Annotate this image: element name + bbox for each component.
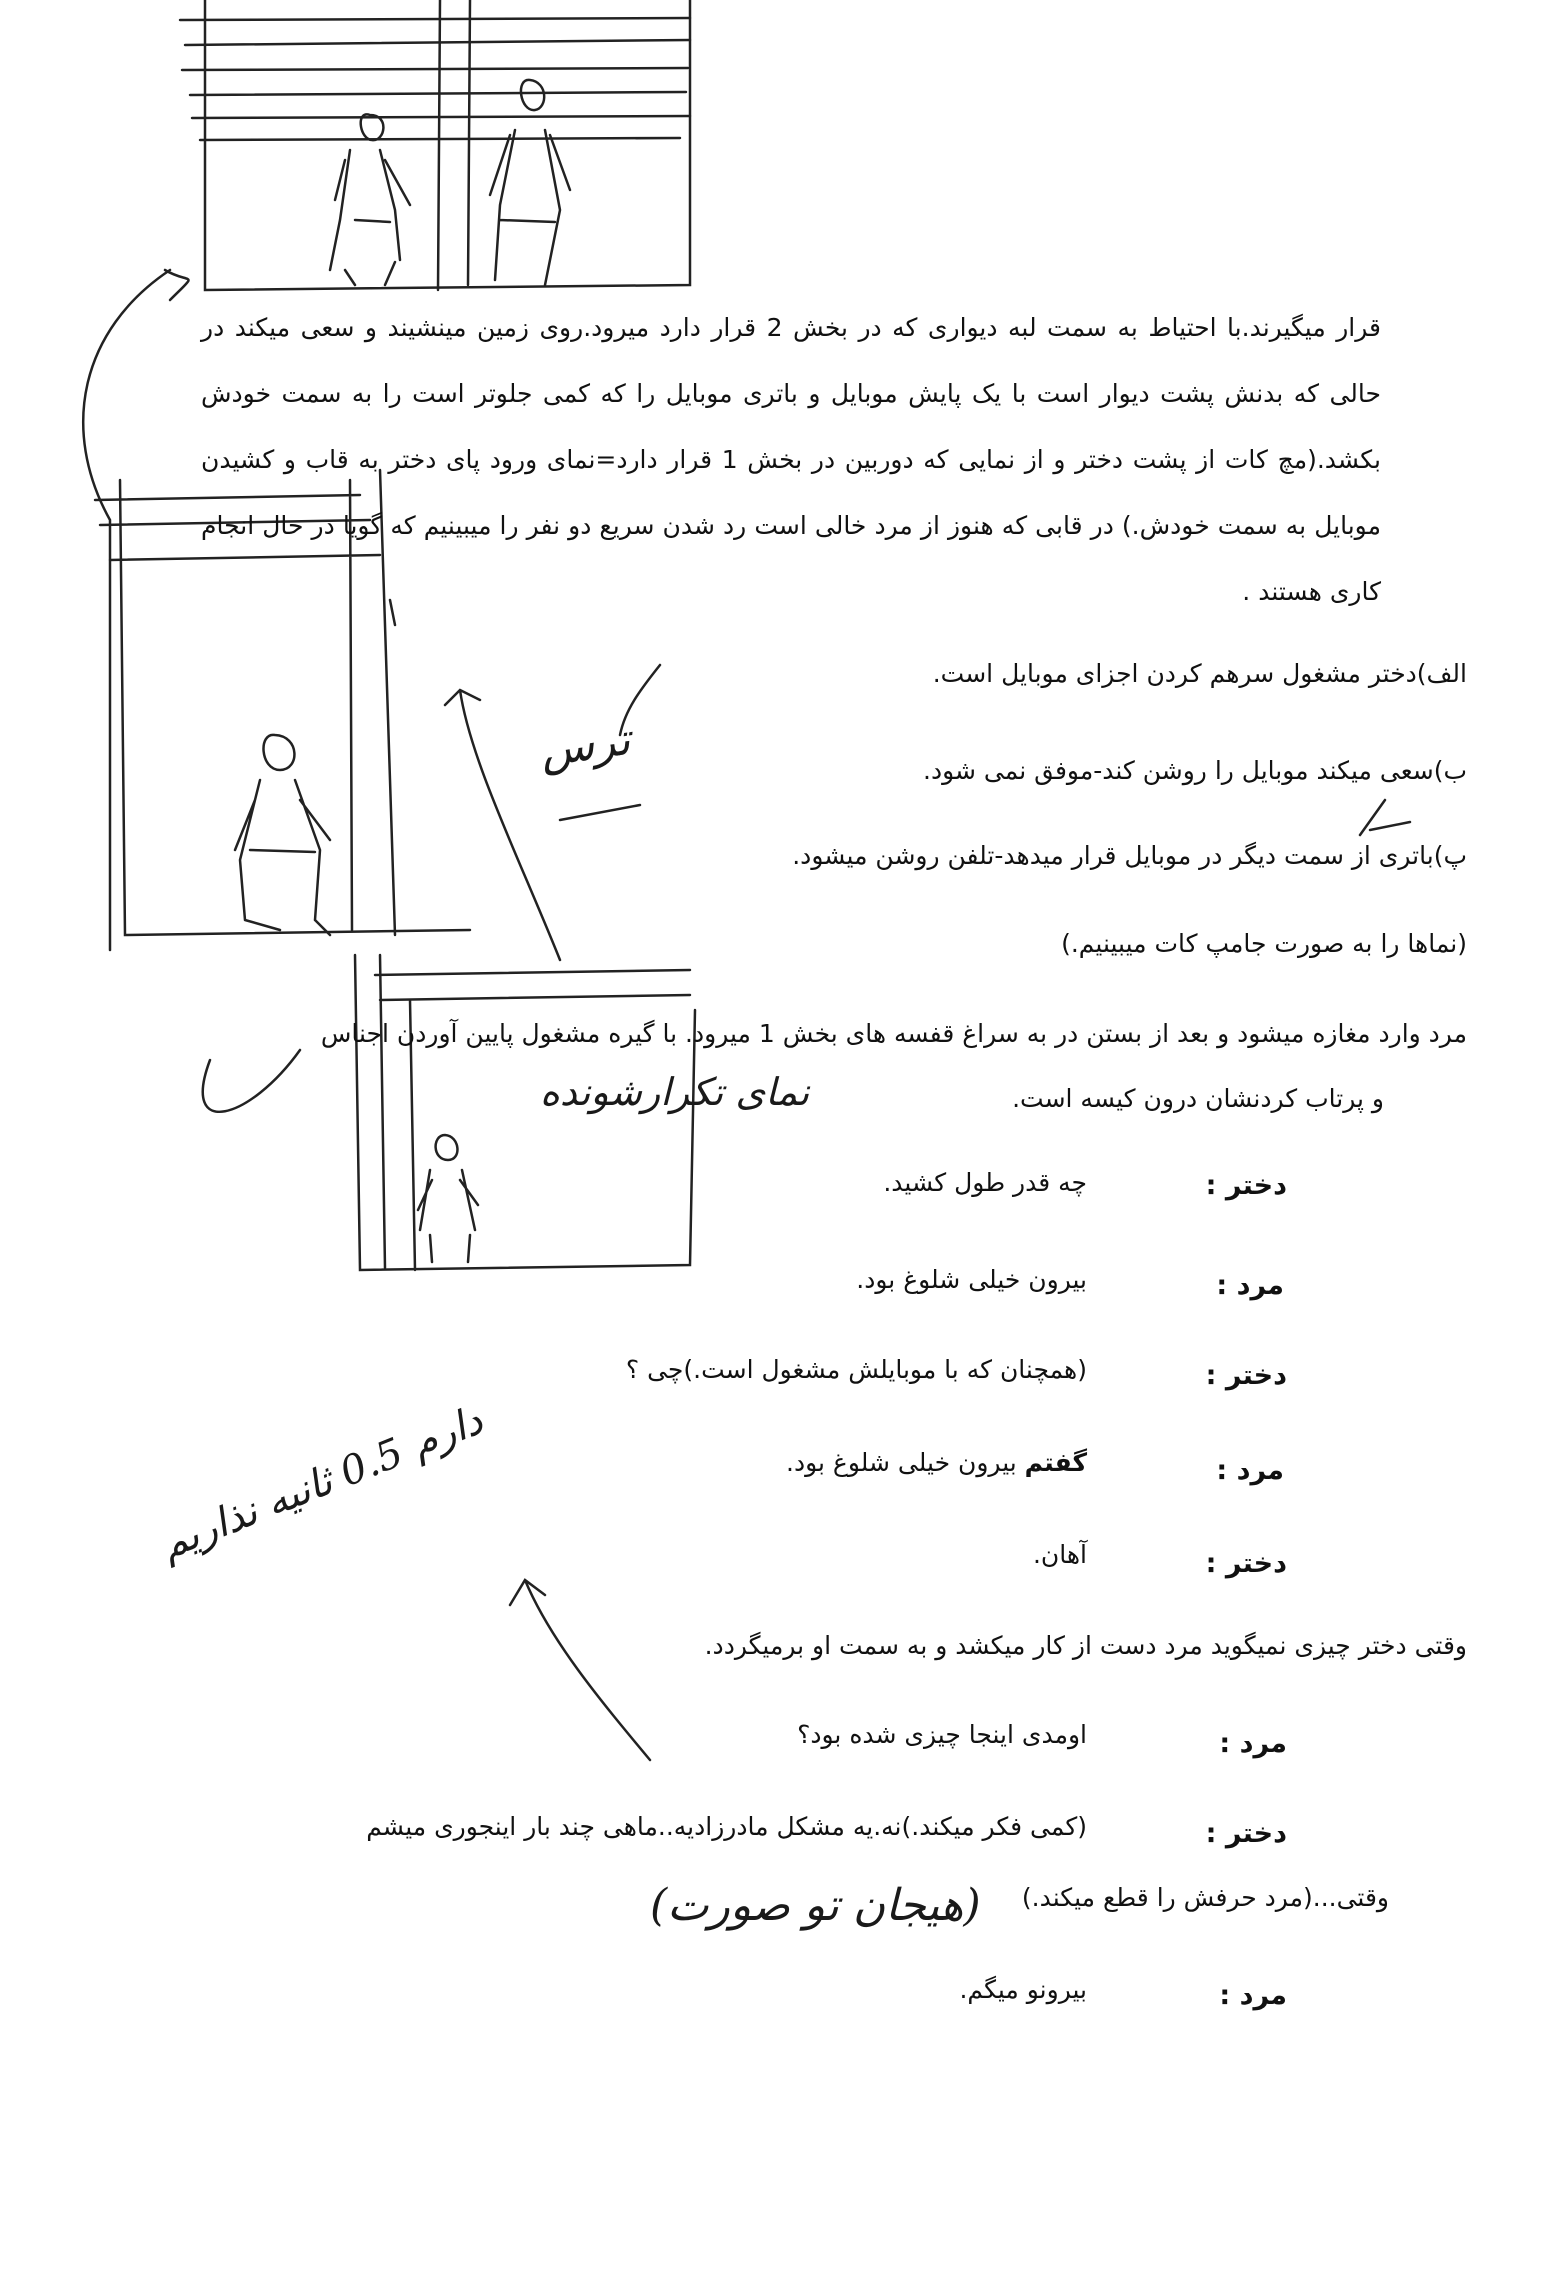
dialogue-line: اومدی اینجا چیزی شده بود؟ [797,1720,1087,1749]
speaker-label: دختر : [1205,1818,1287,1849]
arrow-2 [510,1580,650,1760]
speaker-label: دختر : [1205,1170,1287,1201]
action-line-1: مرد وارد مغازه میشود و بعد از بستن در به سراغ قفسه های بخش 1 میرود. با گیره مشغول پایین آوردن اجناس [320,1019,1467,1048]
dialogue-line: (همچنان که با موبایلش مشغول است.)چی ؟ [625,1355,1087,1384]
top-frame-sketch [180,0,690,290]
dialogue-line [786,1448,1087,1477]
dialogue-emphasis: گفتم [1024,1448,1087,1477]
item-pe: پ)باتری از سمت دیگر در موبایل قرار میدهد-تلفن روشن میشود. [792,841,1467,870]
speaker-label: مرد : [1219,1728,1287,1759]
dialogue-line-continued: وقتی...(مرد حرفش را قطع میکند.) [1021,1883,1389,1912]
item-alef: الف)دختر مشغول سرهم کردن اجزای موبایل است. [932,659,1467,688]
speaker-label: مرد : [1216,1270,1284,1301]
item-note: (نماها را به صورت جامپ کات میبینیم.) [1061,929,1467,958]
dialogue-line: چه قدر طول کشید. [883,1168,1087,1197]
dialogue-line: آهان. [1032,1540,1087,1569]
handwritten-note-fear: ترس [536,713,634,778]
dialogue-line: (کمی فکر میکند.)نه.یه مشکل مادرزادیه..ماهی چند بار اینجوری میشم [366,1812,1087,1841]
intro-paragraph: قرار میگیرند.با احتیاط به سمت لبه دیواری که در بخش 2 قرار دارد میرود.روی زمین مینشیند و سعی میکند در حالی که بدنش پشت دیوار است با یک پایش موبایل و باتری موبایل را که کمی جلوتر است را به سمت خودش بکشد.(مچ کات از پشت دختر و از نمایی که دوربین در بخش 1 قرار دارد=نمای ورود پای دختر به قاب و کشیدن موبایل به سمت خودش.) در قابی که هنوز از مرد خالی است رد شدن سریع دو نفر را میبینیم که گویا در حال انجام کاری هستند . [201,313,1381,606]
action-2: وقتی دختر چیزی نمیگوید مرد دست از کار میکشد و به سمت او برمیگردد. [704,1631,1467,1660]
handwritten-note-half-second: دارم 0.5 ثانیه نذاریم [153,1397,490,1569]
speaker-label: دختر : [1205,1548,1287,1579]
left-arc-stroke [83,270,170,950]
handwritten-note-excitement: (هیجان تو صورت) [650,1880,981,1931]
speaker-label: مرد : [1216,1455,1284,1486]
dialogue-rest: بیرون خیلی شلوغ بود. [786,1448,1025,1477]
handwritten-note-repeat-shot: نمای تکرارشونده [540,1070,810,1114]
dialogue-line: بیرون خیلی شلوغ بود. [856,1265,1087,1294]
speaker-label: دختر : [1205,1360,1287,1391]
item-be: ب)سعی میکند موبایل را روشن کند-موفق نمی شود. [923,756,1467,785]
action-line-2: و پرتاب کردنشان درون کیسه است. [1012,1084,1384,1113]
dialogue-line: بیرونو میگم. [959,1975,1087,2004]
speaker-label: مرد : [1219,1980,1287,2011]
